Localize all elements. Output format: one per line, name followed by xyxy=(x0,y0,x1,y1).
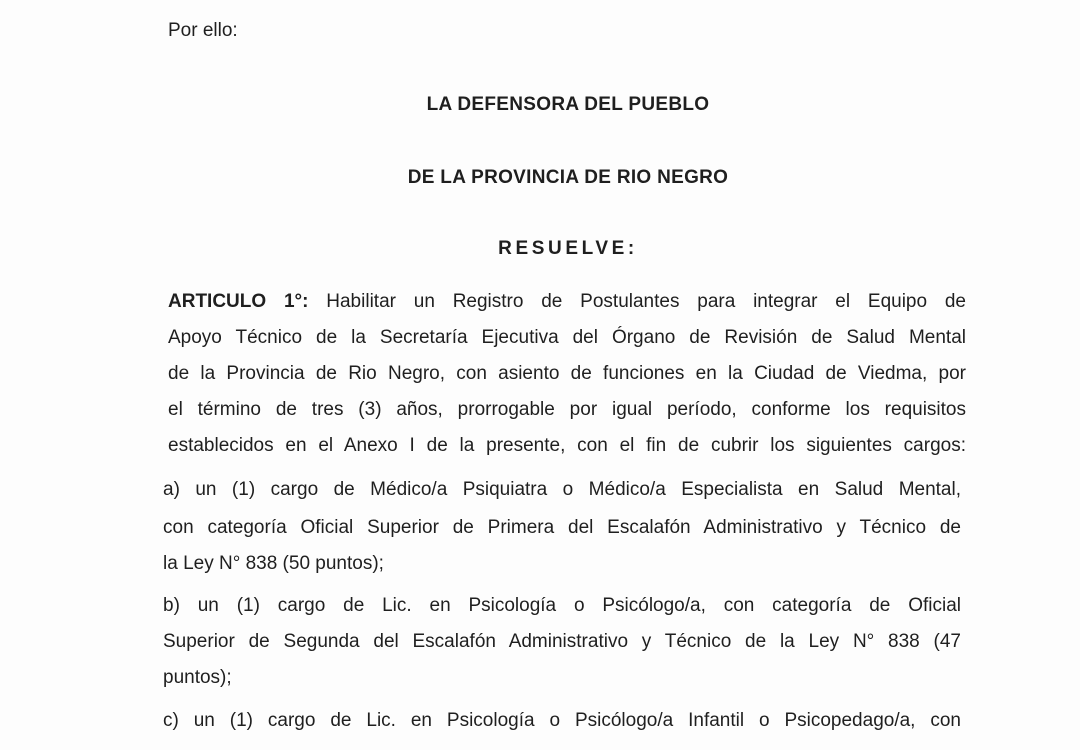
article-1-label: ARTICULO 1°: xyxy=(168,291,309,312)
article-1-line: el término de tres (3) años, prorrogable por igual período, conforme los requisitos xyxy=(168,399,966,420)
item-b-line: b) un (1) cargo de Lic. en Psicología o Psicólogo/a, con categoría de Oficial xyxy=(163,595,961,616)
item-b-line: Superior de Segunda del Escalafón Administrativo y Técnico de la Ley N° 838 (47 xyxy=(163,631,961,652)
article-1-line: Apoyo Técnico de la Secretaría Ejecutiva del Órgano de Revisión de Salud Mental xyxy=(168,327,966,348)
heading-defensora: LA DEFENSORA DEL PUEBLO xyxy=(426,94,710,115)
item-a-line: la Ley N° 838 (50 puntos); xyxy=(163,553,384,574)
heading-resuelve: RESUELVE: xyxy=(498,238,638,259)
article-1-line: de la Provincia de Rio Negro, con asiento de funciones en la Ciudad de Viedma, por xyxy=(168,363,966,384)
article-1-line-text: Habilitar un Registro de Postulantes para integrar el Equipo de xyxy=(326,291,966,312)
item-a-line: con categoría Oficial Superior de Primera del Escalafón Administrativo y Técnico de xyxy=(163,517,961,538)
intro-text: Por ello: xyxy=(168,20,238,41)
item-a-line: a) un (1) cargo de Médico/a Psiquiatra o Médico/a Especialista en Salud Mental, xyxy=(163,479,961,500)
item-c-line: c) un (1) cargo de Lic. en Psicología o Psicólogo/a Infantil o Psicopedago/a, con xyxy=(163,710,961,731)
article-1-line xyxy=(168,290,966,314)
item-b-line: puntos); xyxy=(163,667,232,688)
heading-provincia: DE LA PROVINCIA DE RIO NEGRO xyxy=(407,167,729,188)
article-1-line: establecidos en el Anexo I de la presente, con el fin de cubrir los siguientes cargos: xyxy=(168,435,966,456)
